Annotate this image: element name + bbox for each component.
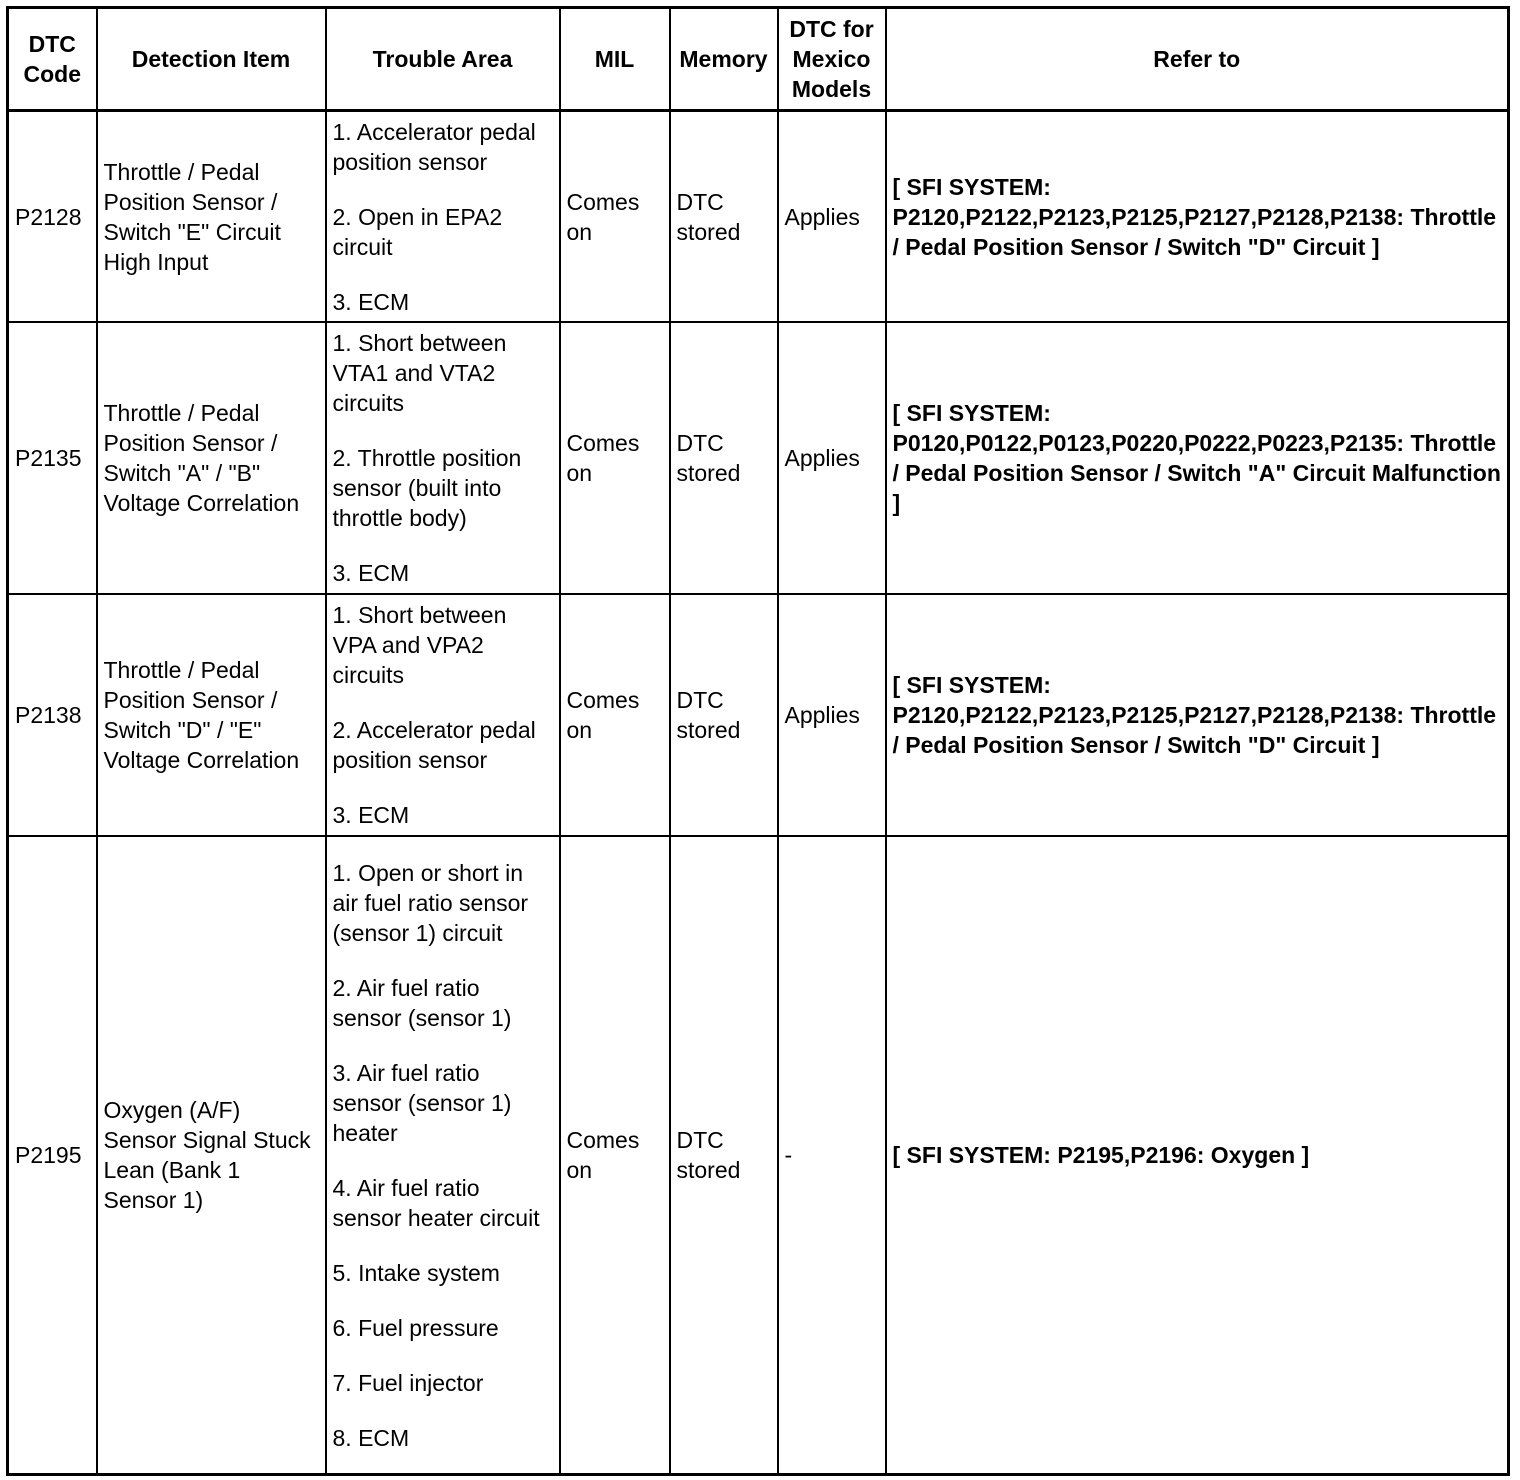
trouble-area-item: 1. Short between VTA1 and VTA2 circuits xyxy=(332,330,507,416)
header-trouble-area: Trouble Area xyxy=(326,8,560,111)
refer-to-cell xyxy=(886,111,1509,323)
detection-item: Throttle / Pedal Position Sensor / Switch "D" / "E" Voltage Correlation xyxy=(97,594,326,836)
header-mexico-line-3: Models xyxy=(791,76,872,102)
header-dtc-code xyxy=(8,8,97,111)
trouble-area-item: 3. ECM xyxy=(332,288,410,315)
table-row xyxy=(8,322,1509,594)
refer-to-cell xyxy=(886,836,1509,1475)
memory-status: DTC stored xyxy=(670,594,778,836)
dtc-code: P2135 xyxy=(8,322,97,594)
trouble-area-item: 6. Fuel pressure xyxy=(332,1314,499,1341)
trouble-area-item: 5. Intake system xyxy=(332,1259,500,1286)
trouble-area-item: 2. Accelerator pedal position sensor xyxy=(332,717,536,773)
mexico-models-status: Applies xyxy=(778,322,886,594)
mil-status: Comes on xyxy=(560,322,670,594)
trouble-area-item: 1. Accelerator pedal position sensor xyxy=(332,118,536,175)
trouble-area-item: 2. Throttle position sensor (built into throttle body) xyxy=(332,445,522,531)
refer-to-cell xyxy=(886,594,1509,836)
refer-to-link[interactable]: [ SFI SYSTEM: P2120,P2122,P2123,P2125,P2127,P2128,P2138: Throttle / Pedal Position Sensor / Switch "D" Circuit ] xyxy=(892,173,1497,260)
mexico-models-status: - xyxy=(778,836,886,1475)
detection-item: Throttle / Pedal Position Sensor / Switch "A" / "B" Voltage Correlation xyxy=(97,322,326,594)
table-header-row xyxy=(8,8,1509,111)
trouble-area-item: 1. Short between VPA and VPA2 circuits xyxy=(332,602,507,688)
memory-status: DTC stored xyxy=(670,111,778,323)
refer-to-link[interactable]: [ SFI SYSTEM: P0120,P0122,P0123,P0220,P0222,P0223,P2135: Throttle / Pedal Position Sensor / Switch "A" Circuit Malfunction ] xyxy=(892,400,1501,516)
mil-status: Comes on xyxy=(560,836,670,1475)
trouble-area-item: 4. Air fuel ratio sensor heater circuit xyxy=(332,1174,540,1231)
trouble-area-item: 3. ECM xyxy=(332,560,410,586)
header-mexico-line-1: DTC for xyxy=(789,16,874,42)
memory-status: DTC stored xyxy=(670,836,778,1475)
mexico-models-status: Applies xyxy=(778,594,886,836)
header-detection-item: Detection Item xyxy=(97,8,326,111)
header-dtc-code-line-1: DTC xyxy=(28,31,76,57)
header-memory: Memory xyxy=(670,8,778,111)
trouble-area-item: 7. Fuel injector xyxy=(332,1369,484,1396)
refer-to-cell xyxy=(886,322,1509,594)
trouble-area-item: 3. ECM xyxy=(332,802,410,828)
trouble-area-item: 2. Air fuel ratio sensor (sensor 1) xyxy=(332,974,512,1031)
detection-item: Oxygen (A/F) Sensor Signal Stuck Lean (Bank 1 Sensor 1) xyxy=(97,836,326,1475)
refer-to-link[interactable]: [ SFI SYSTEM: P2195,P2196: Oxygen ] xyxy=(892,1142,1310,1168)
header-mil: MIL xyxy=(560,8,670,111)
dtc-code: P2128 xyxy=(8,111,97,323)
header-mexico-models xyxy=(778,8,886,111)
table-row xyxy=(8,836,1509,1475)
trouble-area xyxy=(326,322,560,594)
table-row xyxy=(8,111,1509,323)
trouble-area-item: 2. Open in EPA2 circuit xyxy=(332,203,503,260)
trouble-area xyxy=(326,836,560,1475)
table-row xyxy=(8,594,1509,836)
header-dtc-code-line-2: Code xyxy=(23,61,81,87)
trouble-area xyxy=(326,111,560,323)
dtc-table xyxy=(6,6,1510,1476)
mil-status: Comes on xyxy=(560,594,670,836)
memory-status: DTC stored xyxy=(670,322,778,594)
detection-item: Throttle / Pedal Position Sensor / Switch "E" Circuit High Input xyxy=(97,111,326,323)
trouble-area-item: 3. Air fuel ratio sensor (sensor 1) heater xyxy=(332,1059,512,1146)
trouble-area-item: 1. Open or short in air fuel ratio sensor (sensor 1) circuit xyxy=(332,859,529,946)
trouble-area-item: 8. ECM xyxy=(332,1424,410,1451)
mexico-models-status: Applies xyxy=(778,111,886,323)
refer-to-link[interactable]: [ SFI SYSTEM: P2120,P2122,P2123,P2125,P2127,P2128,P2138: Throttle / Pedal Position Sensor / Switch "D" Circuit ] xyxy=(892,672,1497,758)
trouble-area xyxy=(326,594,560,836)
header-mexico-line-2: Mexico xyxy=(792,46,871,72)
dtc-code: P2195 xyxy=(8,836,97,1475)
dtc-code: P2138 xyxy=(8,594,97,836)
header-refer-to: Refer to xyxy=(886,8,1509,111)
mil-status: Comes on xyxy=(560,111,670,323)
